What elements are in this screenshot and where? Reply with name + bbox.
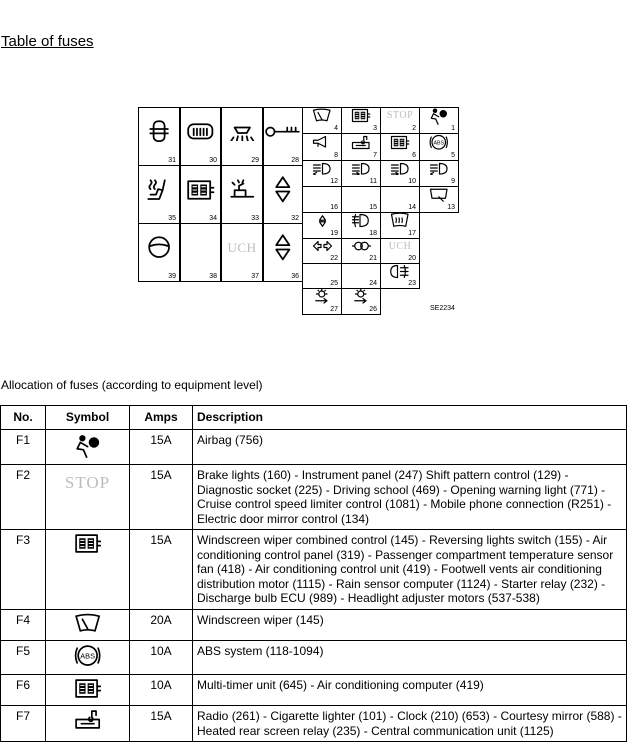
horn-icon bbox=[303, 134, 341, 150]
rear-fog-icon bbox=[381, 264, 419, 278]
empty-slot bbox=[303, 264, 341, 278]
header-amps: Amps bbox=[130, 406, 193, 430]
fuse-no: F2 bbox=[1, 465, 46, 530]
lamp-right-icon bbox=[342, 289, 380, 304]
page-title: Table of fuses bbox=[1, 33, 94, 50]
empty-slot bbox=[381, 187, 419, 202]
fuse-amps: 20A bbox=[130, 609, 193, 641]
fuse-amps: 15A bbox=[130, 530, 193, 610]
fuse-number: 16 bbox=[330, 204, 338, 211]
uch-text-icon: UCH bbox=[227, 239, 257, 255]
heated-seat-icon bbox=[139, 166, 179, 213]
fuse-amps: 15A bbox=[130, 706, 193, 742]
header-no: No. bbox=[1, 406, 46, 430]
table-row bbox=[1, 706, 627, 742]
fuse-slot-9 bbox=[419, 160, 459, 187]
fuse-slot-24 bbox=[341, 263, 381, 289]
hazard-icon bbox=[264, 166, 302, 213]
fuse-number: 7 bbox=[373, 152, 377, 159]
fuse-number: 13 bbox=[447, 204, 455, 211]
fuse-slot-37 bbox=[221, 223, 263, 282]
fuse-slot-2 bbox=[380, 107, 420, 134]
fuse-slot-15 bbox=[341, 186, 381, 213]
fuse-box-diagram bbox=[0, 0, 627, 330]
fuse-slot-19 bbox=[302, 212, 342, 239]
fuse-slot-8 bbox=[302, 133, 342, 161]
fuse-symbol bbox=[46, 706, 130, 742]
airbag-icon bbox=[420, 108, 458, 123]
svg-text:ABS: ABS bbox=[80, 651, 95, 661]
fuse-number: 2 bbox=[412, 125, 416, 132]
fuse-number: 35 bbox=[168, 215, 176, 222]
fuse-description: ABS system (118-1094) bbox=[193, 641, 627, 675]
fuse-amps: 15A bbox=[130, 465, 193, 530]
table-row bbox=[1, 429, 627, 465]
fuse-number: 8 bbox=[334, 152, 338, 159]
fuse-number: 4 bbox=[334, 125, 338, 132]
fuse-number: 10 bbox=[408, 178, 416, 185]
control-unit-icon bbox=[74, 543, 101, 557]
table-header-row bbox=[1, 406, 627, 430]
fuse-slot-1 bbox=[419, 107, 459, 134]
stop-text-icon: STOP bbox=[64, 473, 111, 493]
fuse-slot-12 bbox=[302, 160, 342, 187]
fuse-no: F4 bbox=[1, 609, 46, 641]
fuse-slot-11 bbox=[341, 160, 381, 187]
fuse-slot-16 bbox=[302, 186, 342, 213]
fuse-slot-6 bbox=[380, 133, 420, 161]
fuse-amps: 10A bbox=[130, 641, 193, 675]
table-row bbox=[1, 530, 627, 610]
empty-slot bbox=[342, 187, 380, 202]
fuse-number: 32 bbox=[291, 215, 299, 222]
svg-text:ABS: ABS bbox=[433, 140, 445, 147]
fuse-description: Multi-timer unit (645) - Air conditioning computer (419) bbox=[193, 674, 627, 706]
small-hazard-icon bbox=[303, 213, 341, 228]
fuse-number: 39 bbox=[168, 273, 176, 280]
fuse-slot-5 bbox=[419, 133, 459, 161]
fuse-symbol bbox=[46, 609, 130, 641]
uch-text-icon: UCH bbox=[388, 240, 412, 252]
fuse-no: F7 bbox=[1, 706, 46, 742]
front-fog-icon bbox=[342, 213, 380, 228]
fuse-allocation-table bbox=[0, 405, 627, 742]
fuse-number: 34 bbox=[209, 215, 217, 222]
empty-slot bbox=[181, 224, 220, 271]
header-symbol: Symbol bbox=[46, 406, 130, 430]
headlamp-right-icon bbox=[381, 161, 419, 176]
header-description: Description bbox=[193, 406, 627, 430]
sidelights-icon bbox=[342, 239, 380, 253]
radio-icon bbox=[74, 719, 101, 733]
indicators-icon bbox=[303, 239, 341, 253]
radio-icon bbox=[342, 134, 380, 150]
fuse-slot-26 bbox=[341, 288, 381, 315]
fuse-number: 30 bbox=[209, 157, 217, 164]
fuse-slot-32 bbox=[263, 165, 303, 224]
hazard-icon bbox=[264, 224, 302, 271]
fuse-slot-4 bbox=[302, 107, 342, 134]
diagram-code: SE2234 bbox=[430, 305, 455, 312]
fuse-symbol bbox=[46, 641, 130, 675]
fuse-number: 24 bbox=[369, 280, 377, 287]
fuse-amps: 10A bbox=[130, 674, 193, 706]
fuse-number: 14 bbox=[408, 204, 416, 211]
fuse-description: Windscreen wiper (145) bbox=[193, 609, 627, 641]
fuse-slot-27 bbox=[302, 288, 342, 315]
fuse-slot-39 bbox=[138, 223, 180, 282]
fuse-slot-36 bbox=[263, 223, 303, 282]
fuse-slot-25 bbox=[302, 263, 342, 289]
fuse-number: 31 bbox=[168, 157, 176, 164]
fuse-slot-35 bbox=[138, 165, 180, 224]
fuse-number: 11 bbox=[369, 178, 377, 185]
fuse-no: F1 bbox=[1, 429, 46, 465]
fuse-number: 21 bbox=[369, 255, 377, 262]
fuse-slot-20 bbox=[380, 238, 420, 264]
headlamp-right-icon bbox=[342, 161, 380, 176]
stop-text-icon: STOP bbox=[386, 110, 414, 121]
table-row bbox=[1, 465, 627, 530]
empty-slot bbox=[303, 187, 341, 202]
fuse-number: 15 bbox=[369, 204, 377, 211]
fuse-number: 22 bbox=[330, 255, 338, 262]
fuse-slot-7 bbox=[341, 133, 381, 161]
fuse-number: 29 bbox=[251, 157, 259, 164]
control-unit-icon bbox=[381, 134, 419, 150]
allocation-title: Allocation of fuses (according to equipment level) bbox=[1, 378, 263, 392]
fuse-number: 37 bbox=[251, 273, 259, 280]
table-row bbox=[1, 641, 627, 675]
fuse-symbol bbox=[46, 530, 130, 610]
fuse-number: 5 bbox=[451, 152, 455, 159]
fuse-slot-10 bbox=[380, 160, 420, 187]
abs-icon bbox=[74, 651, 101, 670]
fuse-no: F5 bbox=[1, 641, 46, 675]
fuse-slot-17 bbox=[380, 212, 420, 239]
control-unit-icon bbox=[342, 108, 380, 123]
fuse-slot-30 bbox=[180, 107, 221, 166]
fuse-number: 20 bbox=[408, 255, 416, 262]
fuse-number: 17 bbox=[408, 230, 416, 237]
fuse-number: 36 bbox=[291, 273, 299, 280]
interior-light-icon bbox=[222, 108, 262, 155]
fuse-amps: 15A bbox=[130, 429, 193, 465]
fuse-number: 38 bbox=[209, 273, 217, 280]
fuse-number: 19 bbox=[330, 230, 338, 237]
fuse-slot-34 bbox=[180, 165, 221, 224]
fuse-slot-31 bbox=[138, 107, 180, 166]
control-unit-icon bbox=[181, 166, 220, 213]
headlamp-left-icon bbox=[420, 161, 458, 176]
control-unit-icon bbox=[74, 688, 101, 702]
fuse-number: 26 bbox=[369, 306, 377, 313]
fuse-number: 6 bbox=[412, 152, 416, 159]
lamp-right-icon bbox=[303, 289, 341, 304]
rear-demist-icon bbox=[181, 108, 220, 155]
fuse-description: Windscreen wiper combined control (145) - Reversing lights switch (155) - Air conditioning control panel (319) - Passenger compartment temperature sensor fan (418) - Air conditioning control unit (419) - Footwell vents air conditioning distribution motor (1115) - Rain sensor computer (1124) - Starter relay (232) - Discharge bulb ECU (989) - Headlight adjuster motors (537-538) bbox=[193, 530, 627, 610]
fuse-no: F6 bbox=[1, 674, 46, 706]
fuse-number: 33 bbox=[251, 215, 259, 222]
airbag-icon bbox=[74, 447, 101, 461]
fuse-slot-22 bbox=[302, 238, 342, 264]
door-ajar-icon bbox=[139, 108, 179, 155]
washer-icon bbox=[222, 166, 262, 213]
fuse-slot-13 bbox=[419, 186, 459, 213]
windscreen-wiper-icon bbox=[303, 108, 341, 123]
key-icon bbox=[264, 108, 302, 155]
fuse-number: 27 bbox=[330, 306, 338, 313]
fuse-no: F3 bbox=[1, 530, 46, 610]
fuse-slot-14 bbox=[380, 186, 420, 213]
fuse-number: 25 bbox=[330, 280, 338, 287]
headlamp-left-icon bbox=[303, 161, 341, 176]
fuse-description: Radio (261) - Cigarette lighter (101) - Clock (210) (653) - Courtesy mirror (588) - Heated rear screen relay (235) - Central communication unit (1125) bbox=[193, 706, 627, 742]
fuse-number: 1 bbox=[451, 125, 455, 132]
fuse-number: 23 bbox=[408, 280, 416, 287]
fuse-slot-18 bbox=[341, 212, 381, 239]
table-row bbox=[1, 609, 627, 641]
fuse-number: 3 bbox=[373, 125, 377, 132]
fuse-slot-3 bbox=[341, 107, 381, 134]
fuse-number: 12 bbox=[330, 178, 338, 185]
table-row bbox=[1, 674, 627, 706]
rear-wiper-icon bbox=[420, 187, 458, 202]
fuse-description: Brake lights (160) - Instrument panel (247) Shift pattern control (129) - Diagnostic socket (225) - Driving school (469) - Opening warning light (771) - Cruise control speed limiter control (1081) - Mobile phone connection (R251) - Electric door mirror control (134) bbox=[193, 465, 627, 530]
fuse-slot-33 bbox=[221, 165, 263, 224]
fuse-number: 9 bbox=[451, 178, 455, 185]
abs-icon bbox=[420, 134, 458, 150]
windscreen-wiper-icon bbox=[74, 623, 101, 637]
steering-wheel-icon bbox=[139, 224, 179, 271]
fuse-symbol bbox=[46, 674, 130, 706]
empty-slot bbox=[342, 264, 380, 278]
fuse-number: 28 bbox=[291, 157, 299, 164]
fuse-symbol bbox=[46, 429, 130, 465]
fuse-number: 18 bbox=[369, 230, 377, 237]
fuse-slot-21 bbox=[341, 238, 381, 264]
fuse-slot-29 bbox=[221, 107, 263, 166]
fuse-symbol bbox=[46, 465, 130, 530]
heated-screen-icon bbox=[381, 213, 419, 228]
fuse-description: Airbag (756) bbox=[193, 429, 627, 465]
fuse-slot-38 bbox=[180, 223, 221, 282]
fuse-slot-23 bbox=[380, 263, 420, 289]
fuse-slot-28 bbox=[263, 107, 303, 166]
